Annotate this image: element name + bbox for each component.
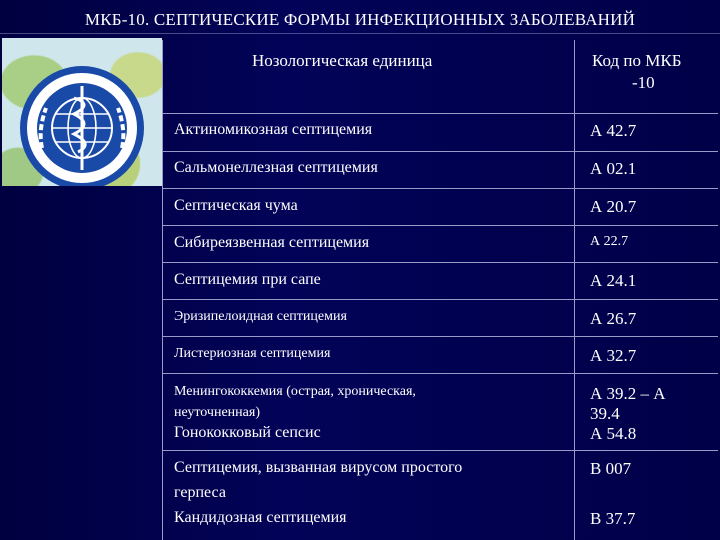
row-code: А 02.1 <box>590 159 637 178</box>
table-row-divider <box>162 373 718 374</box>
row-code-line1: В 007 <box>590 459 632 478</box>
row-name-line1: Менингококкемия (острая, хроническая, <box>174 384 416 399</box>
header-name: Нозологическая единица <box>252 51 433 70</box>
table-row-divider <box>162 336 718 337</box>
row-name: Эризипелоидная септицемия <box>174 309 347 324</box>
table-row-divider <box>162 113 718 114</box>
table-row-divider <box>162 262 718 263</box>
table-row-divider <box>162 188 718 189</box>
title-divider <box>0 33 720 34</box>
row-code-line1: А 39.2 – А <box>590 384 666 403</box>
row-name: Септическая чума <box>174 197 298 214</box>
row-name-line3: Кандидозная септицемия <box>174 509 347 526</box>
row-name-line3: Гонококковый сепсис <box>174 424 321 441</box>
table-column-divider <box>574 40 575 540</box>
icd-table <box>162 40 720 540</box>
table-border-left <box>162 40 163 540</box>
row-code: А 22.7 <box>590 234 629 249</box>
row-code: А 26.7 <box>590 309 637 328</box>
row-name: Септицемия при сапе <box>174 271 321 288</box>
row-name-line2: герпеса <box>174 484 226 501</box>
row-code-line2: 39.4 <box>590 404 620 423</box>
row-code: А 24.1 <box>590 271 637 290</box>
slide-title: МКБ-10. СЕПТИЧЕСКИЕ ФОРМЫ ИНФЕКЦИОННЫХ ЗАБОЛЕВАНИЙ <box>84 10 636 29</box>
row-code-line3: А 54.8 <box>590 424 637 443</box>
row-name: Листериозная септицемия <box>174 346 331 361</box>
row-name: Актиномикозная септицемия <box>174 121 373 138</box>
table-row-divider <box>162 151 718 152</box>
row-name: Сальмонеллезная септицемия <box>174 159 378 176</box>
row-code-line3: В 37.7 <box>590 509 636 528</box>
who-emblem-logo <box>2 38 162 186</box>
header-code-line1: Код по МКБ <box>592 51 682 70</box>
who-emblem-icon <box>2 38 162 186</box>
row-name-line1: Септицемия, вызванная вирусом простого <box>174 459 463 476</box>
row-name-line2: неуточненная) <box>174 405 260 420</box>
header-code-line2: -10 <box>632 73 655 92</box>
table-row-divider <box>162 225 718 226</box>
row-name: Сибиреязвенная септицемия <box>174 234 370 251</box>
row-code: А 42.7 <box>590 121 637 140</box>
row-code: А 20.7 <box>590 197 637 216</box>
table-row-divider <box>162 299 718 300</box>
table-row-divider <box>162 450 718 451</box>
row-code: А 32.7 <box>590 346 637 365</box>
